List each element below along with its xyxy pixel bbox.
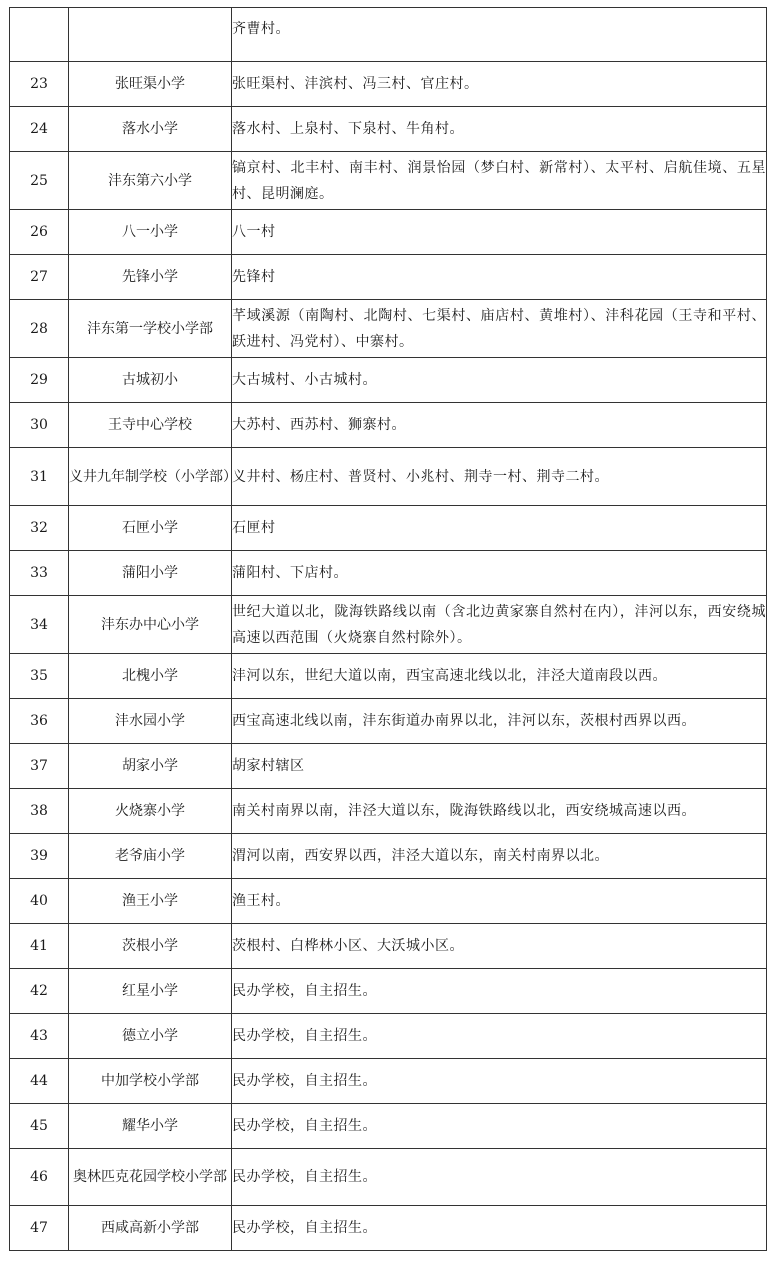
enrollment-area: 镐京村、北丰村、南丰村、润景怡园（梦白村、新常村）、太平村、启航佳境、五星村、昆明澜庭。 — [232, 152, 767, 210]
row-number: 42 — [10, 969, 69, 1014]
enrollment-area: 大古城村、小古城村。 — [232, 358, 767, 403]
school-name: 沣东第六小学 — [69, 152, 232, 210]
row-number: 32 — [10, 506, 69, 551]
enrollment-area: 落水村、上泉村、下泉村、牛角村。 — [232, 107, 767, 152]
school-name: 北槐小学 — [69, 654, 232, 699]
row-number: 24 — [10, 107, 69, 152]
table-row — [10, 1059, 767, 1104]
school-name: 古城初小 — [69, 358, 232, 403]
table-row — [10, 879, 767, 924]
row-number: 34 — [10, 596, 69, 654]
row-number: 39 — [10, 834, 69, 879]
table-row — [10, 210, 767, 255]
school-name: 西咸高新小学部 — [69, 1206, 232, 1251]
table-row — [10, 1104, 767, 1149]
enrollment-area: 茨根村、白桦林小区、大沃城小区。 — [232, 924, 767, 969]
school-name: 渔王小学 — [69, 879, 232, 924]
enrollment-area: 世纪大道以北，陇海铁路线以南（含北边黄家寨自然村在内），沣河以东，西安绕城高速以西范围（火烧寨自然村除外）。 — [232, 596, 767, 654]
row-number: 36 — [10, 699, 69, 744]
school-name: 沣东第一学校小学部 — [69, 300, 232, 358]
table-row — [10, 448, 767, 506]
school-name: 火烧寨小学 — [69, 789, 232, 834]
school-name: 沣东办中心小学 — [69, 596, 232, 654]
school-name: 红星小学 — [69, 969, 232, 1014]
school-name: 中加学校小学部 — [69, 1059, 232, 1104]
school-name: 老爷庙小学 — [69, 834, 232, 879]
table-row — [10, 152, 767, 210]
school-name: 先锋小学 — [69, 255, 232, 300]
table-row — [10, 654, 767, 699]
table-row — [10, 834, 767, 879]
row-number — [10, 8, 69, 62]
enrollment-area: 张旺渠村、沣滨村、冯三村、官庄村。 — [232, 62, 767, 107]
row-number: 44 — [10, 1059, 69, 1104]
row-number: 31 — [10, 448, 69, 506]
school-name: 落水小学 — [69, 107, 232, 152]
row-number: 45 — [10, 1104, 69, 1149]
school-name — [69, 8, 232, 62]
row-number: 23 — [10, 62, 69, 107]
table-row — [10, 62, 767, 107]
row-number: 46 — [10, 1149, 69, 1206]
enrollment-area: 先锋村 — [232, 255, 767, 300]
school-name: 张旺渠小学 — [69, 62, 232, 107]
enrollment-area: 蒲阳村、下店村。 — [232, 551, 767, 596]
row-number: 47 — [10, 1206, 69, 1251]
enrollment-area: 西宝高速北线以南，沣东街道办南界以北，沣河以东，茨根村西界以西。 — [232, 699, 767, 744]
table-row — [10, 358, 767, 403]
school-name: 王寺中心学校 — [69, 403, 232, 448]
enrollment-area: 南关村南界以南，沣泾大道以东，陇海铁路线以北，西安绕城高速以西。 — [232, 789, 767, 834]
row-number: 33 — [10, 551, 69, 596]
enrollment-area: 渔王村。 — [232, 879, 767, 924]
table-row — [10, 551, 767, 596]
school-name: 八一小学 — [69, 210, 232, 255]
school-name: 义井九年制学校（小学部） — [69, 448, 232, 506]
enrollment-area: 八一村 — [232, 210, 767, 255]
enrollment-area: 民办学校，自主招生。 — [232, 1014, 767, 1059]
row-number: 28 — [10, 300, 69, 358]
enrollment-area: 渭河以南，西安界以西，沣泾大道以东，南关村南界以北。 — [232, 834, 767, 879]
row-number: 43 — [10, 1014, 69, 1059]
enrollment-area: 胡家村辖区 — [232, 744, 767, 789]
school-name: 耀华小学 — [69, 1104, 232, 1149]
table-row — [10, 107, 767, 152]
enrollment-area: 义井村、杨庄村、普贤村、小兆村、荆寺一村、荆寺二村。 — [232, 448, 767, 506]
enrollment-area: 齐曹村。 — [232, 8, 767, 62]
enrollment-area: 民办学校，自主招生。 — [232, 1104, 767, 1149]
school-name: 胡家小学 — [69, 744, 232, 789]
enrollment-area: 民办学校，自主招生。 — [232, 1149, 767, 1206]
row-number: 30 — [10, 403, 69, 448]
school-district-table — [9, 7, 767, 1251]
table-row — [10, 1014, 767, 1059]
enrollment-area: 民办学校，自主招生。 — [232, 1059, 767, 1104]
table-row — [10, 969, 767, 1014]
enrollment-area: 石匣村 — [232, 506, 767, 551]
row-number: 41 — [10, 924, 69, 969]
school-name: 沣水园小学 — [69, 699, 232, 744]
enrollment-area: 大苏村、西苏村、狮寨村。 — [232, 403, 767, 448]
table-row — [10, 1149, 767, 1206]
row-number: 25 — [10, 152, 69, 210]
school-name: 石匣小学 — [69, 506, 232, 551]
enrollment-area: 民办学校，自主招生。 — [232, 1206, 767, 1251]
table-row — [10, 255, 767, 300]
table-row — [10, 506, 767, 551]
table-row-continued — [10, 8, 767, 62]
row-number: 37 — [10, 744, 69, 789]
enrollment-area: 沣河以东，世纪大道以南，西宝高速北线以北，沣泾大道南段以西。 — [232, 654, 767, 699]
row-number: 27 — [10, 255, 69, 300]
table-row — [10, 1206, 767, 1251]
table-row — [10, 924, 767, 969]
row-number: 26 — [10, 210, 69, 255]
school-name: 奥林匹克花园学校小学部 — [69, 1149, 232, 1206]
row-number: 29 — [10, 358, 69, 403]
row-number: 35 — [10, 654, 69, 699]
table-row — [10, 744, 767, 789]
table-row — [10, 403, 767, 448]
enrollment-area: 芊域溪源（南陶村、北陶村、七渠村、庙店村、黄堆村）、沣科花园（王寺和平村、跃进村、冯党村）、中寨村。 — [232, 300, 767, 358]
table-row — [10, 596, 767, 654]
school-name: 蒲阳小学 — [69, 551, 232, 596]
table-row — [10, 699, 767, 744]
school-name: 茨根小学 — [69, 924, 232, 969]
row-number: 38 — [10, 789, 69, 834]
table-row — [10, 789, 767, 834]
table-row — [10, 300, 767, 358]
row-number: 40 — [10, 879, 69, 924]
enrollment-area: 民办学校，自主招生。 — [232, 969, 767, 1014]
school-name: 德立小学 — [69, 1014, 232, 1059]
